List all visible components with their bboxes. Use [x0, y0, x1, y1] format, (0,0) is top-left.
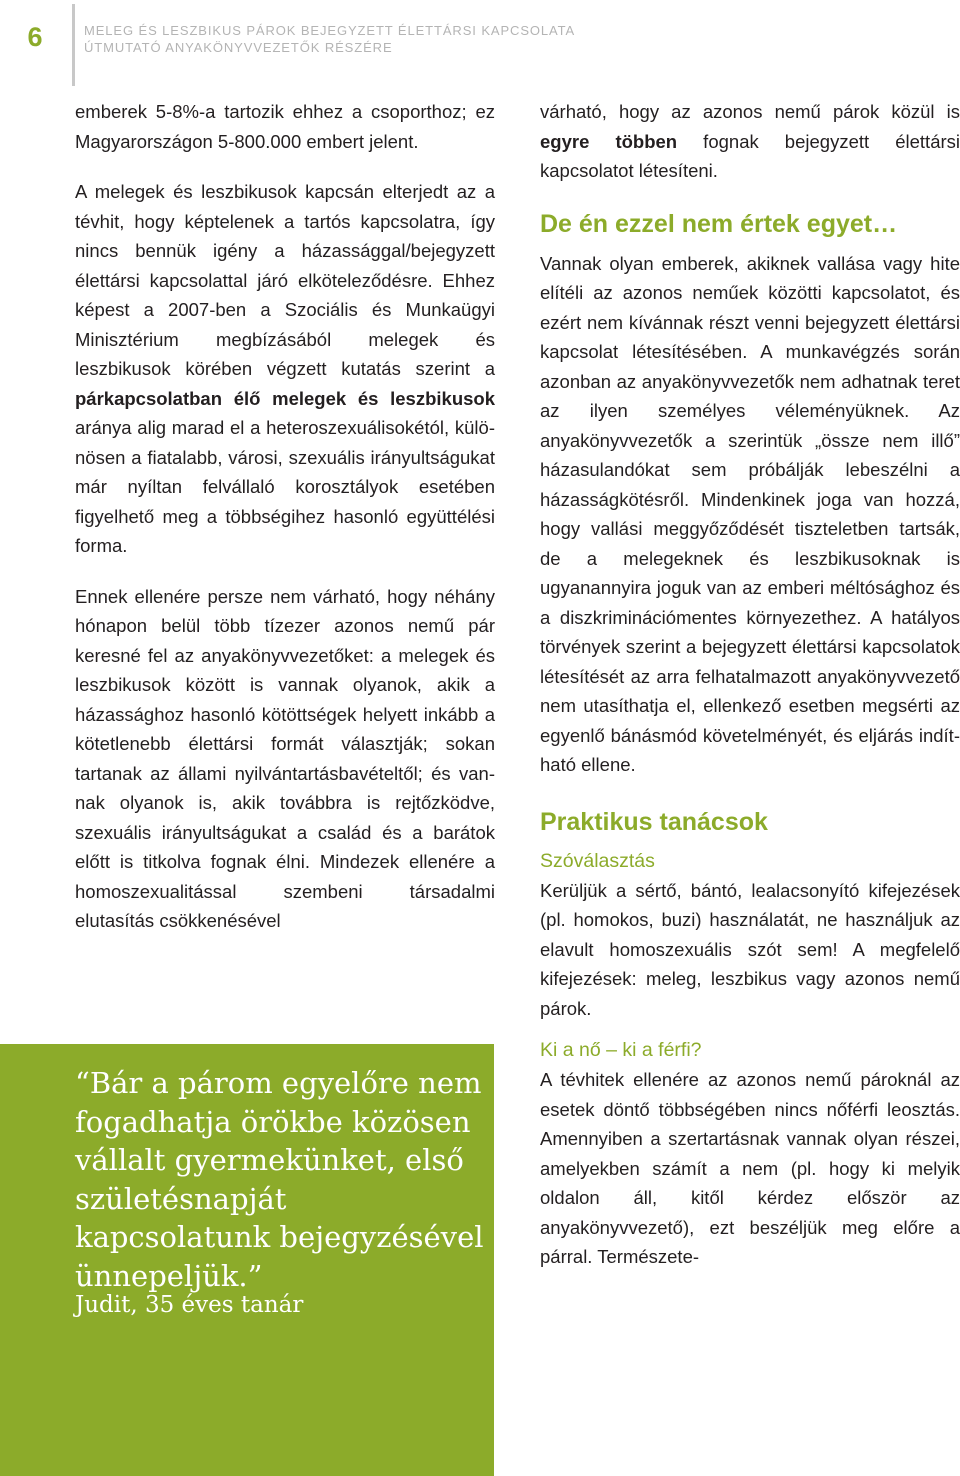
paragraph: [540, 97, 960, 186]
page-number: 6: [27, 22, 43, 52]
paragraph-text: várható, hogy az azonos nemű párok közül is: [540, 101, 960, 122]
paragraph-text: aránya alig marad el a heteroszexuálisokétól, különösen a fiatalabb, városi, szexuális irányultságukat már nyíltan felvállaló korosztályok esetében figyelhető meg a többségihez hasonló együttélési forma.: [75, 417, 495, 556]
quote-author: Judit, 35 éves tanár: [75, 1292, 304, 1318]
right-column: [540, 97, 960, 1272]
running-head-title: MELEG ÉS LESZBIKUS PÁROK BEJEGYZETT ÉLETTÁRSI KAPCSOLATA: [84, 23, 576, 38]
bold-phrase: párkapcsolatban élő melegek és leszbikusok: [75, 387, 495, 409]
subheading-roles: Ki a nő – ki a férfi?: [540, 1039, 702, 1061]
heading-disagree: De én ezzel nem értek egyet…: [540, 209, 898, 238]
running-head: [84, 22, 575, 56]
paragraph-text: A melegek és leszbikusok kapcsán elterjedt az a tévhit, hogy képtelenek a tartós kapcsolatra, így nincs bennük igény a házassággal/bejegyzett élettársi kapcsolattal járó elköteleződésre. Ehhez képest a 2007-ben a Szociális és Munkaügyi Minisztérium megbízásából melegek és leszbikusok körében végzett kutatás szerint a: [75, 181, 495, 379]
paragraph: A tévhitek ellenére az azonos nemű pároknál az esetek döntő többségében nincs nőférfi leosztás. Amennyiben a szertartásnak vannak olyan részei, amelyekben számít a nem (pl. hogy ki melyik oldalon áll, kitől kérdez először az anyakönyvvezető), ezt beszéljük meg előre a párral. Természete-: [540, 1069, 960, 1267]
bold-phrase: egyre többen: [540, 130, 678, 152]
paragraph: [75, 177, 495, 561]
header-divider: [72, 4, 75, 86]
paragraph: Ennek ellenére persze nem várható, hogy néhány hónapon belül több tízezer azonos nemű pár keresné fel az anyakönyvvezetőket: a melegek és leszbikusok között is vannak olyanok, akik a házassághoz hasonló kötöttségek helyett inkább a kötetlenebb élettársi formát választják; sokan tartanak az állami nyilvántartásbavételtől; és vannak olyanok is, akik továbbra is rejtőzködve, szexuális irányultságukat a család és a barátok előtt is titkolva fognak élni. Mindezek ellenére a homoszexualitással szembeni társadalmi elutasítás csökkenésével: [75, 585, 495, 931]
left-column: [75, 97, 495, 957]
subheading-word-choice: Szóválasztás: [540, 849, 655, 872]
paragraph: emberek 5-8%-a tartozik ehhez a csoporthoz; ez Magyarországon 5-800.000 embert jelent.: [75, 101, 495, 152]
paragraph-text: fognak bejegyzett élettársi kapcsolatot létesíteni.: [540, 130, 960, 181]
heading-practical-tips: Praktikus tanácsok: [540, 807, 768, 836]
pull-quote: “Bár a párom egyelőre nem fogadhatja örökbe közösen vállalt gyermekünket, első születésnapját kapcsolatunk bejegyzésével ünnepeljük.”: [75, 1066, 484, 1293]
running-head-subtitle: ÚTMUTATÓ ANYAKÖNYVVEZETŐK RÉSZÉRE: [84, 40, 393, 55]
paragraph: Vannak olyan emberek, akiknek vallása vagy hite elítéli az azonos neműek közötti kapcsolatot, és ezért nem kívánnak részt venni bejegyzett élettársi kapcsolat létesítésében. A munkavégzés során azonban az anyakönyvvezetők nem adhatnak teret az ilyen személyes véleményüknek. Az anyakönyvvezetők a szerintük „össze nem illő” házasulandókat sem próbálják lebeszélni a házasságkötésről. Mindenkinek joga van hozzá, hogy vallási meggyőződését tiszteletben tartsák, de a melegeknek és leszbikusoknak is ugyanannyira joguk van az emberi méltósághoz és a diszkriminációmentes környezethez. A hatályos törvények szerint a bejegyzett élettársi kapcsolatok létesítését az arra felhatalmazott anyakönyvvezető nem utasíthatja el, ellenkező esetben megsérti az egyenlő bánásmód követelményét, és eljárás indítható ellene.: [540, 252, 960, 775]
paragraph: Kerüljük a sértő, bántó, lealacsonyító kifejezések (pl. homokos, buzi) használatát, ne használjuk az elavult homoszexuális szót sem! A megfelelő kifejezések: meleg, leszbikus vagy azonos nemű párok.: [540, 879, 960, 1019]
